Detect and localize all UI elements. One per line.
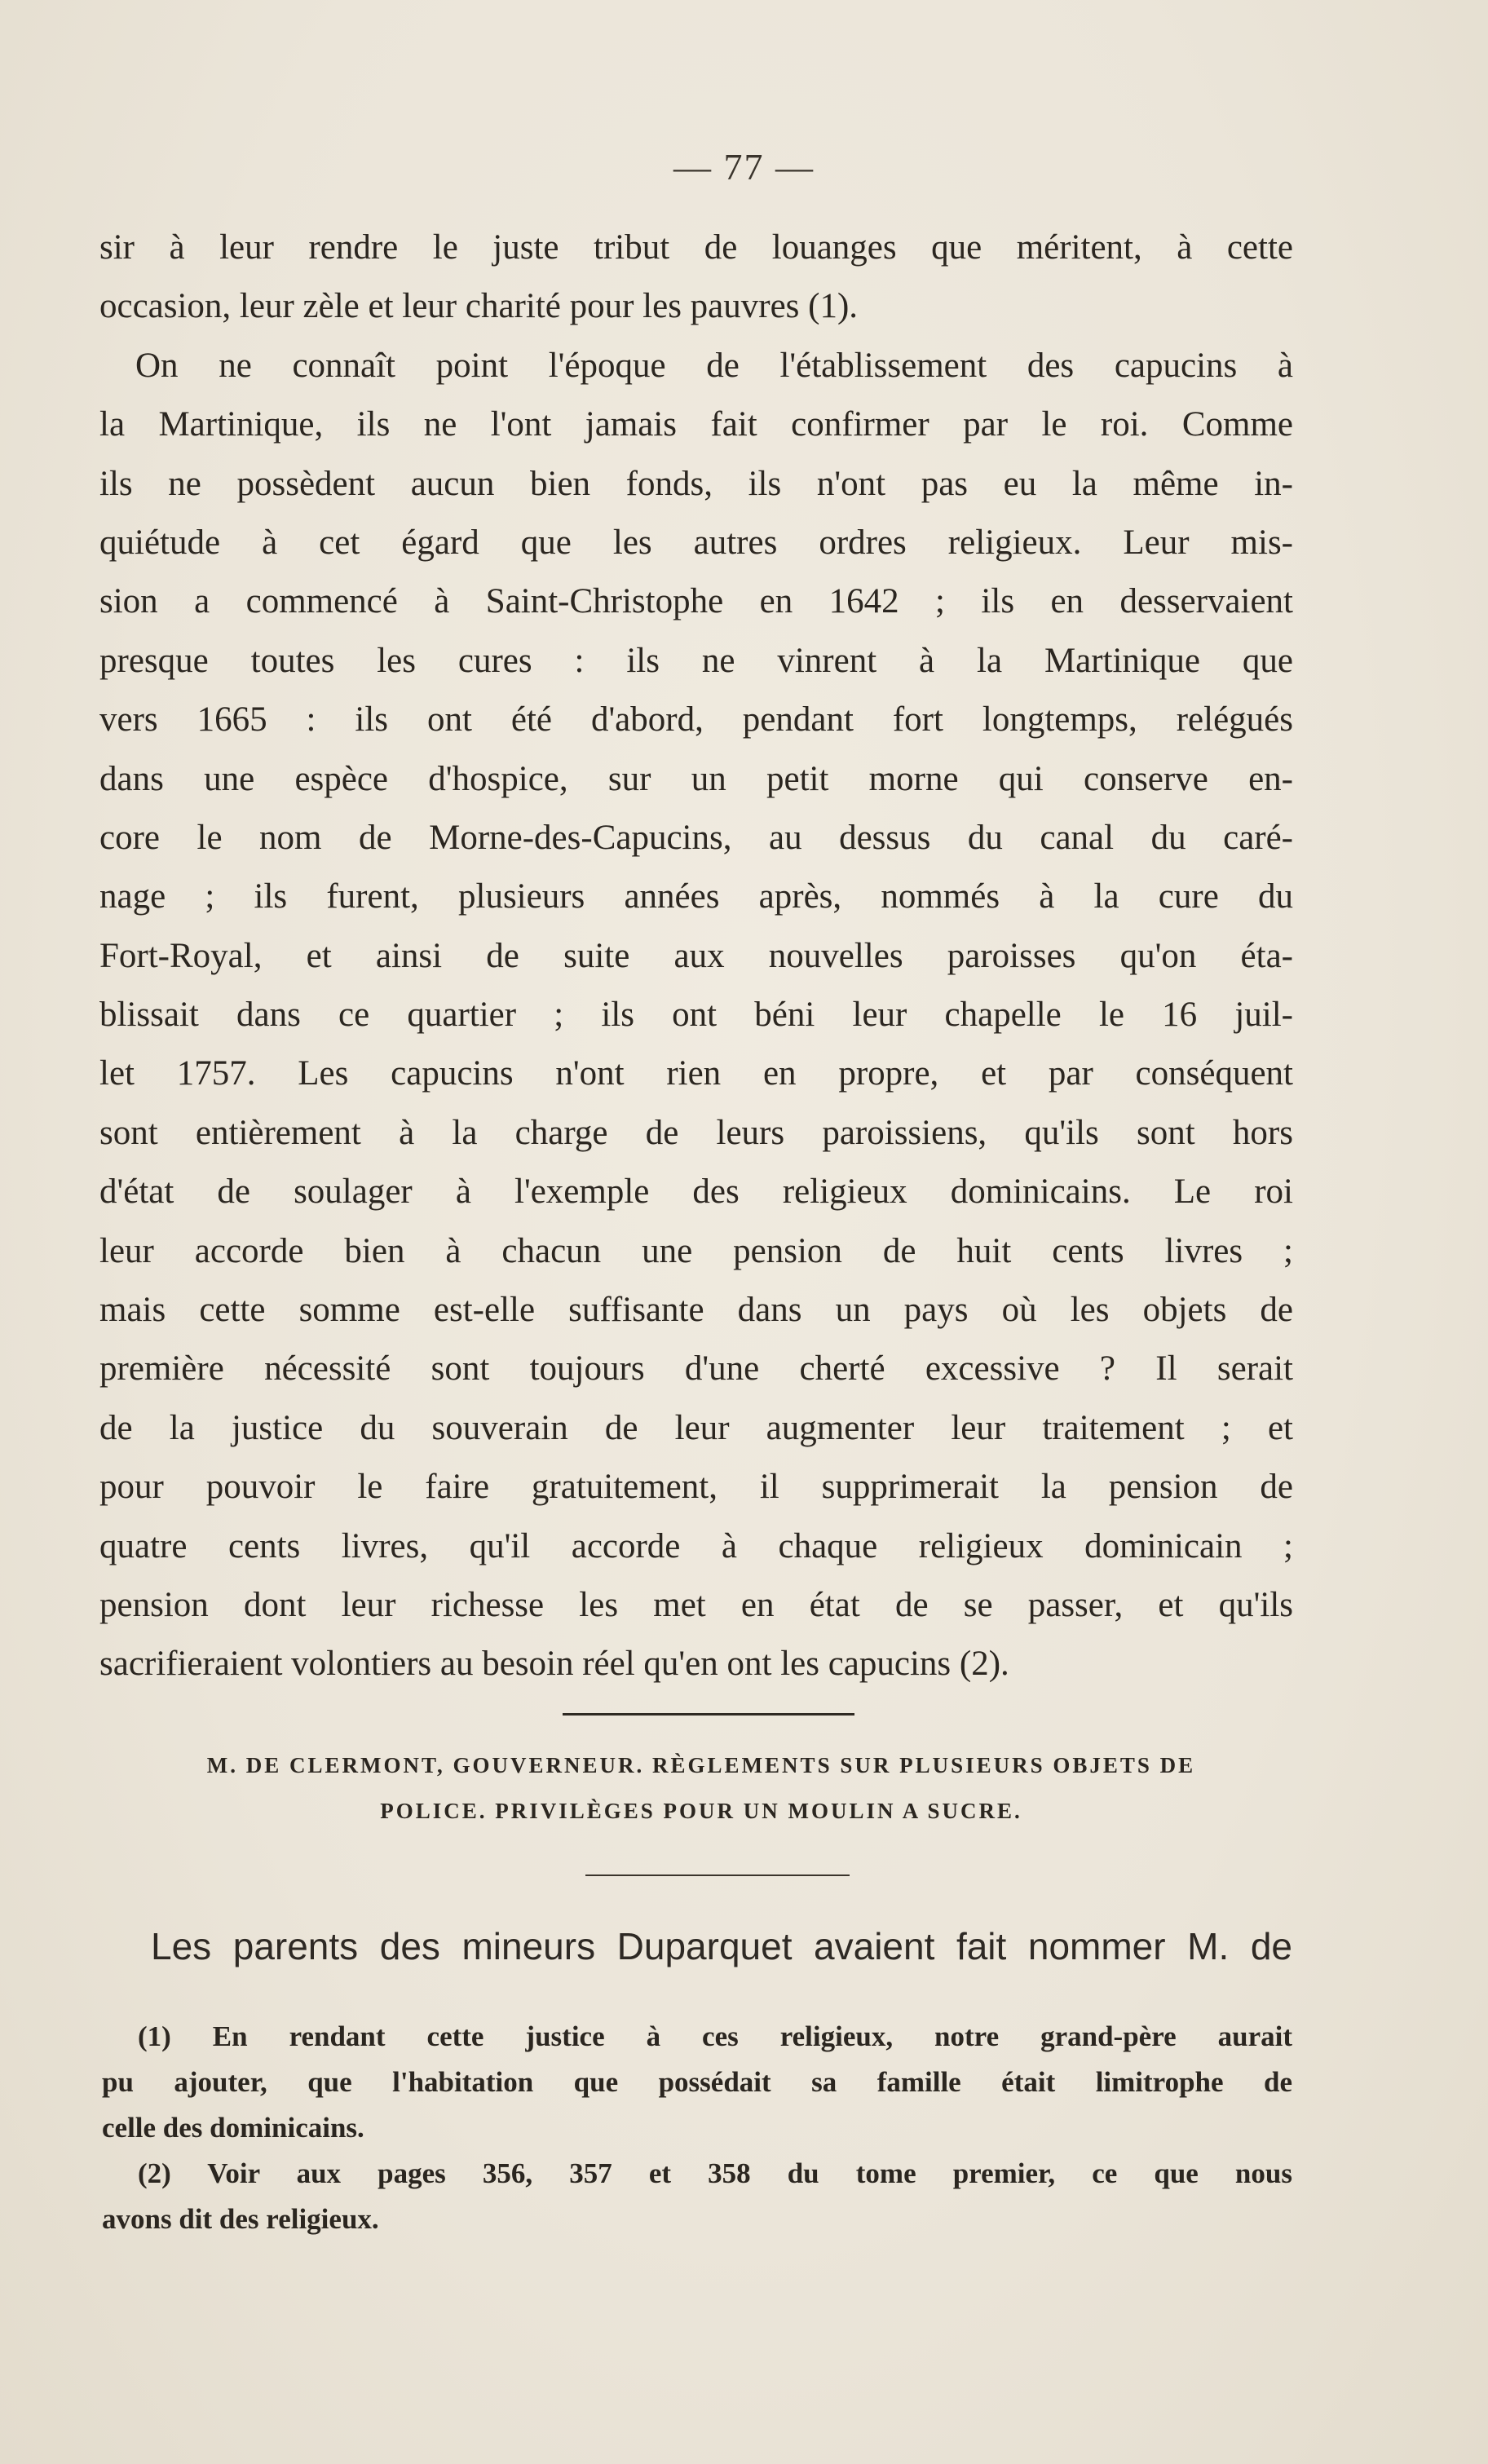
text-line: mais cette somme est-elle suffisante dans un pays où les objets de: [99, 1291, 1293, 1330]
text-line: la Martinique, ils ne l'ont jamais fait confirmer par le roi. Comme: [99, 405, 1293, 444]
text-line: de la justice du souverain de leur augmenter leur traitement ; et: [99, 1408, 1293, 1447]
footnote-line: avons dit des religieux.: [102, 2203, 379, 2235]
text-line: Fort-Royal, et ainsi de suite aux nouvelles paroisses qu'on éta-: [99, 936, 1293, 975]
text-line: On ne connaît point l'époque de l'établissement des capucins à: [135, 346, 1293, 385]
text-line: blissait dans ce quartier ; ils ont béni leur chapelle le 16 juil-: [99, 996, 1293, 1035]
text-line: core le nom de Morne-des-Capucins, au dessus du canal du caré-: [99, 818, 1293, 857]
section-rule-bottom: [585, 1874, 850, 1876]
text-line: d'état de soulager à l'exemple des religieux dominicains. Le roi: [99, 1172, 1293, 1212]
footnote-line: (2) Voir aux pages 356, 357 et 358 du tome premier, ce que nous: [138, 2157, 1292, 2189]
text-line: Les parents des mineurs Duparquet avaient fait nommer M. de: [151, 1925, 1292, 1967]
section-heading-line-2: POLICE. PRIVILÈGES POUR UN MOULIN A SUCRE.: [380, 1799, 1022, 1823]
text-line: ils ne possèdent aucun bien fonds, ils n'ont pas eu la même in-: [99, 464, 1293, 503]
text-line: sir à leur rendre le juste tribut de louanges que méritent, à cette: [99, 228, 1293, 267]
text-line: quatre cents livres, qu'il accorde à chaque religieux dominicain ;: [99, 1526, 1293, 1565]
text-line: occasion, leur zèle et leur charité pour les pauvres (1).: [99, 287, 859, 326]
text-line: leur accorde bien à chacun une pension de huit cents livres ;: [99, 1231, 1293, 1270]
footnote-line: celle des dominicains.: [102, 2112, 364, 2144]
footnote-line: pu ajouter, que l'habitation que possédait sa famille était limitrophe de: [102, 2066, 1292, 2098]
text-line: quiétude à cet égard que les autres ordres religieux. Leur mis-: [99, 523, 1293, 562]
page-number: — 77 —: [673, 146, 815, 188]
text-line: sacrifieraient volontiers au besoin réel qu'en ont les capucins (2).: [99, 1645, 1009, 1684]
text-line: pour pouvoir le faire gratuitement, il supprimerait la pension de: [99, 1468, 1293, 1507]
text-line: let 1757. Les capucins n'ont rien en propre, et par conséquent: [99, 1054, 1293, 1093]
body-text: [99, 219, 1293, 1694]
text-line: nage ; ils furent, plusieurs années après, nommés à la cure du: [99, 877, 1293, 916]
text-line: sion a commencé à Saint-Christophe en 1642 ; ils en desservaient: [99, 582, 1293, 621]
text-line: vers 1665 : ils ont été d'abord, pendant fort longtemps, relégués: [99, 700, 1293, 740]
text-line: sont entièrement à la charge de leurs paroissiens, qu'ils sont hors: [99, 1113, 1293, 1152]
text-line: pension dont leur richesse les met en état de se passer, et qu'ils: [99, 1585, 1293, 1624]
text-line: presque toutes les cures : ils ne vinrent à la Martinique que: [99, 641, 1293, 680]
footnote-line: (1) En rendant cette justice à ces religieux, notre grand-père aurait: [138, 2020, 1292, 2052]
text-line: première nécessité sont toujours d'une cherté excessive ? Il serait: [99, 1349, 1293, 1389]
footnotes: [102, 2014, 1292, 2242]
section-rule-top: [563, 1713, 854, 1716]
section-heading-line-1: M. DE CLERMONT, GOUVERNEUR. RÈGLEMENTS SUR PLUSIEURS OBJETS DE: [206, 1753, 1196, 1777]
text-line: dans une espèce d'hospice, sur un petit morne qui conserve en-: [99, 759, 1293, 798]
